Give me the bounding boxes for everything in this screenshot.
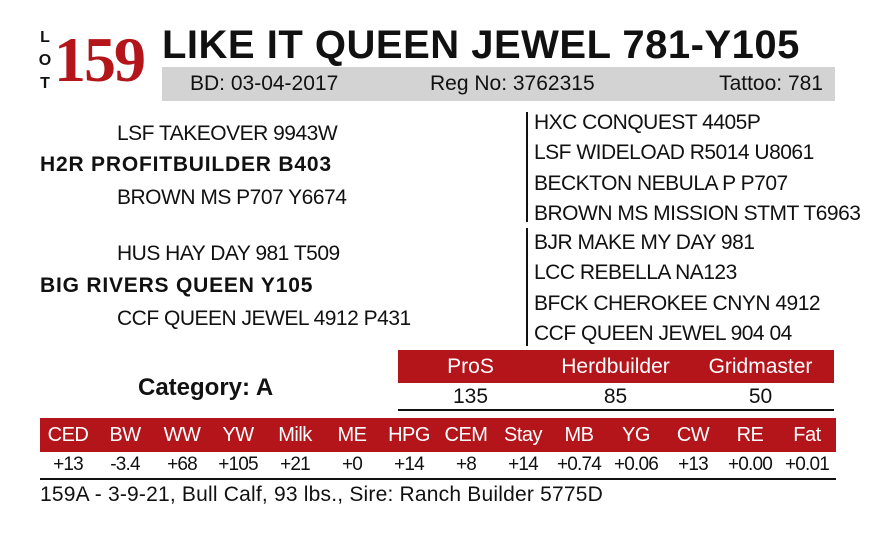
- index-rule: [398, 409, 834, 411]
- epd-value-hpg: +14: [394, 454, 424, 475]
- epd-header-hpg: HPG: [388, 424, 430, 446]
- registration-number: Reg No: 3762315: [430, 72, 595, 95]
- epd-value-bw: -3.4: [110, 454, 140, 475]
- info-bar: [162, 67, 835, 101]
- epd-value-yg: +0.06: [613, 454, 659, 475]
- category: [138, 374, 273, 402]
- birth-date: BD: 03-04-2017: [190, 72, 339, 95]
- ggp-8: CCF QUEEN JEWEL 904 04: [534, 322, 792, 345]
- epd-header-re: RE: [736, 424, 764, 446]
- ggp-5: BJR MAKE MY DAY 981: [534, 231, 755, 254]
- epd-header-cw: CW: [676, 424, 710, 446]
- pedigree-bracket-bottom: [526, 228, 528, 346]
- epd-header-fat: Fat: [793, 424, 821, 446]
- epd-value-stay: +14: [508, 454, 538, 475]
- epd-value-re: +0.00: [727, 454, 773, 475]
- index-header-pros: ProS: [447, 355, 494, 378]
- epd-header-milk: Milk: [278, 424, 312, 446]
- ggp-1: HXC CONQUEST 4405P: [534, 111, 761, 134]
- pedigree-bracket-top: [526, 112, 528, 222]
- epd-value-ced: +13: [53, 454, 83, 475]
- animal-name: LIKE IT QUEEN JEWEL 781-Y105: [162, 23, 800, 67]
- epd-header-bw: BW: [109, 424, 141, 446]
- epd-header-cem: CEM: [444, 424, 488, 446]
- lot-letter-l: L: [40, 29, 50, 46]
- lot-number: 159: [54, 24, 144, 95]
- index-header-gridmaster: Gridmaster: [708, 355, 813, 378]
- sire: H2R PROFITBUILDER B403: [40, 153, 332, 176]
- tattoo: Tattoo: 781: [719, 72, 823, 95]
- index-value-gridmaster: 50: [748, 385, 773, 408]
- sire-sire: LSF TAKEOVER 9943W: [117, 122, 338, 145]
- epd-header-row: [40, 418, 836, 452]
- lot-letter-o: O: [38, 52, 52, 69]
- epd-value-cem: +8: [455, 454, 477, 475]
- epd-header-stay: Stay: [503, 424, 543, 446]
- epd-header-yw: YW: [222, 424, 254, 446]
- lot-label: [38, 26, 52, 95]
- dam: BIG RIVERS QUEEN Y105: [40, 274, 314, 297]
- epd-header-yg: YG: [622, 424, 650, 446]
- epd-header-ced: CED: [47, 424, 89, 446]
- ggp-3: BECKTON NEBULA P P707: [534, 172, 788, 195]
- index-value-pros: 135: [452, 385, 489, 408]
- epd-value-milk: +21: [280, 454, 310, 475]
- epd-value-ww: +68: [167, 454, 197, 475]
- ggp-6: LCC REBELLA NA123: [534, 261, 737, 284]
- category-value: A: [255, 374, 274, 401]
- index-header-herdbuilder: Herdbuilder: [561, 355, 670, 378]
- dam-dam: CCF QUEEN JEWEL 4912 P431: [117, 307, 411, 330]
- ggp-2: LSF WIDELOAD R5014 U8061: [534, 141, 814, 164]
- epd-value-mb: +0.74: [556, 454, 602, 475]
- epd-rule: [40, 478, 836, 480]
- sire-dam: BROWN MS P707 Y6674: [117, 186, 347, 209]
- ggp-7: BFCK CHEROKEE CNYN 4912: [534, 292, 821, 315]
- epd-header-ww: WW: [163, 424, 201, 446]
- dam-sire: HUS HAY DAY 981 T509: [117, 242, 340, 265]
- epd-header-mb: MB: [564, 424, 594, 446]
- index-header-row: [398, 350, 834, 383]
- epd-value-yw: +105: [218, 454, 258, 475]
- epd-value-cw: +13: [678, 454, 708, 475]
- epd-value-fat: +0.01: [784, 454, 830, 475]
- category-label: Category:: [138, 374, 251, 401]
- index-value-herdbuilder: 85: [603, 385, 628, 408]
- footer-note: 159A - 3-9-21, Bull Calf, 93 lbs., Sire: Ranch Builder 5775D: [40, 483, 603, 506]
- epd-header-me: ME: [337, 424, 367, 446]
- ggp-4: BROWN MS MISSION STMT T6963: [534, 202, 861, 225]
- epd-value-me: +0: [341, 454, 363, 475]
- lot-letter-t: T: [40, 75, 50, 92]
